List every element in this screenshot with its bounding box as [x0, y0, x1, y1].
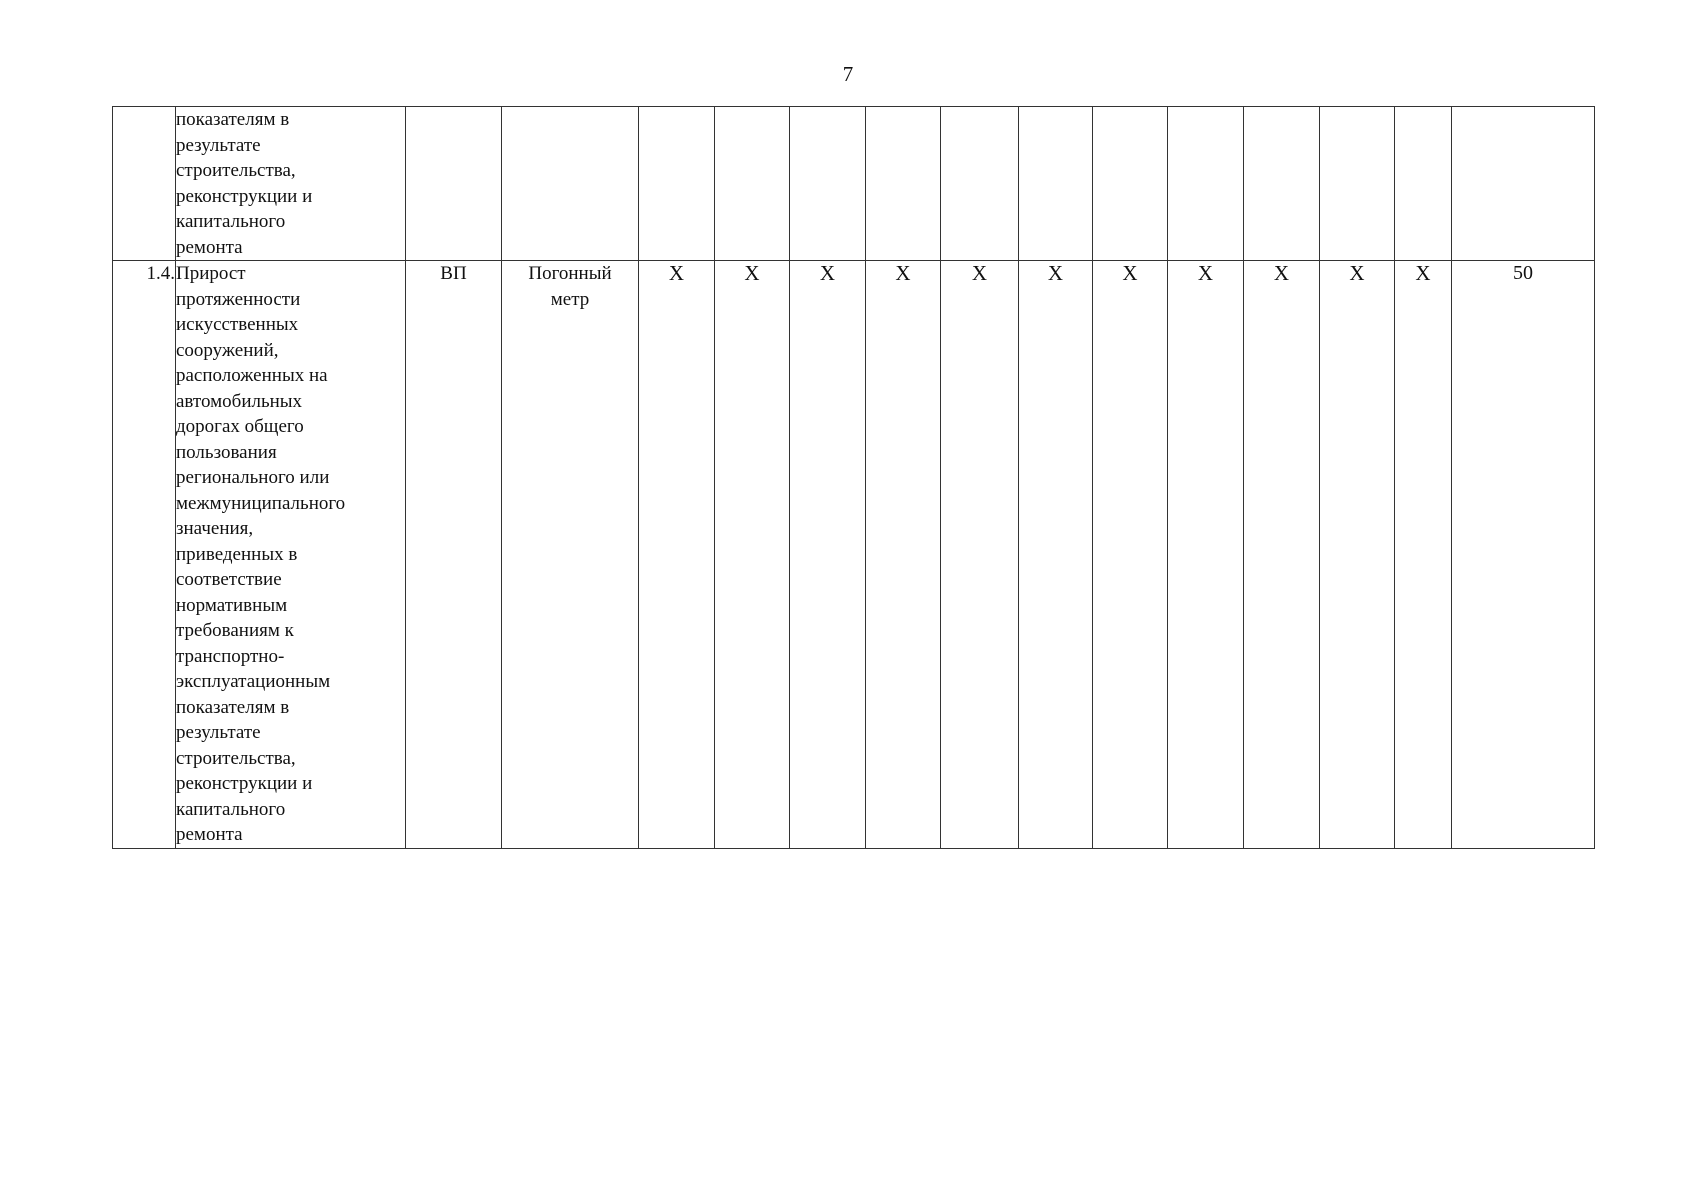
name-line: капитального [176, 798, 286, 820]
code-cell: ВП [406, 261, 502, 849]
unit-line: Погонный [528, 263, 612, 284]
name-line: сооружений, [176, 339, 279, 361]
name-line: дорогах общего [176, 416, 304, 437]
indicator-name-cell [176, 261, 406, 849]
table-row-1-4 [113, 261, 1595, 849]
unit-cell [502, 107, 639, 261]
code-cell [406, 107, 502, 261]
unit-line: метр [550, 288, 590, 310]
value-cell: X [1244, 261, 1320, 849]
value-cell: X [715, 261, 790, 849]
name-line: реконструкции и [176, 185, 313, 207]
value-cell: X [1019, 261, 1093, 849]
name-line: искусственных [176, 314, 299, 335]
value-cell: X [1168, 261, 1244, 849]
name-line: нормативным [176, 594, 288, 616]
name-line: автомобильных [176, 390, 303, 412]
value-cell [715, 107, 790, 261]
value-cell [1168, 107, 1244, 261]
value-cell [1093, 107, 1168, 261]
name-line: реконструкции и [176, 773, 313, 794]
name-line: ремонта [176, 236, 243, 258]
total-cell: 50 [1452, 261, 1595, 849]
value-cell: X [866, 261, 941, 849]
name-line: результате [176, 722, 261, 743]
value-cell [1019, 107, 1093, 261]
value-cell [1320, 107, 1395, 261]
value-cell: X [790, 261, 866, 849]
name-line: результате [176, 134, 261, 156]
value-cell: X [1395, 261, 1452, 849]
indicators-table [112, 106, 1595, 849]
unit-cell [502, 261, 639, 849]
name-line: ремонта [176, 824, 243, 845]
value-cell [1244, 107, 1320, 261]
name-line: Прирост [176, 263, 246, 284]
total-cell [1452, 107, 1595, 261]
page-number: 7 [842, 62, 854, 86]
indicator-name-cell [176, 107, 406, 261]
value-cell [639, 107, 715, 261]
name-line: капитального [176, 211, 286, 232]
value-cell: X [1320, 261, 1395, 849]
name-line: транспортно- [176, 645, 285, 667]
name-line: соответствие [176, 569, 282, 590]
name-line: значения, [176, 518, 254, 539]
name-line: приведенных в [176, 543, 298, 565]
name-line: расположенных на [176, 365, 328, 386]
row-number-cell [113, 107, 176, 261]
value-cell: X [1093, 261, 1168, 849]
value-cell: X [639, 261, 715, 849]
value-cell [1395, 107, 1452, 261]
name-line: строительства, [176, 747, 296, 769]
name-line: протяженности [176, 288, 301, 310]
value-cell [866, 107, 941, 261]
table-row-continued [113, 107, 1595, 261]
value-cell [941, 107, 1019, 261]
name-line: строительства, [176, 160, 296, 181]
name-line: регионального или [176, 467, 330, 488]
name-line: пользования [176, 441, 277, 463]
name-line: требованиям к [176, 620, 294, 641]
name-line: межмуниципального [176, 492, 346, 514]
name-line: эксплуатационным [176, 671, 331, 692]
name-line: показателям в [176, 696, 290, 718]
value-cell [790, 107, 866, 261]
row-number-cell: 1.4. [113, 261, 176, 849]
name-line: показателям в [176, 109, 290, 130]
value-cell: X [941, 261, 1019, 849]
